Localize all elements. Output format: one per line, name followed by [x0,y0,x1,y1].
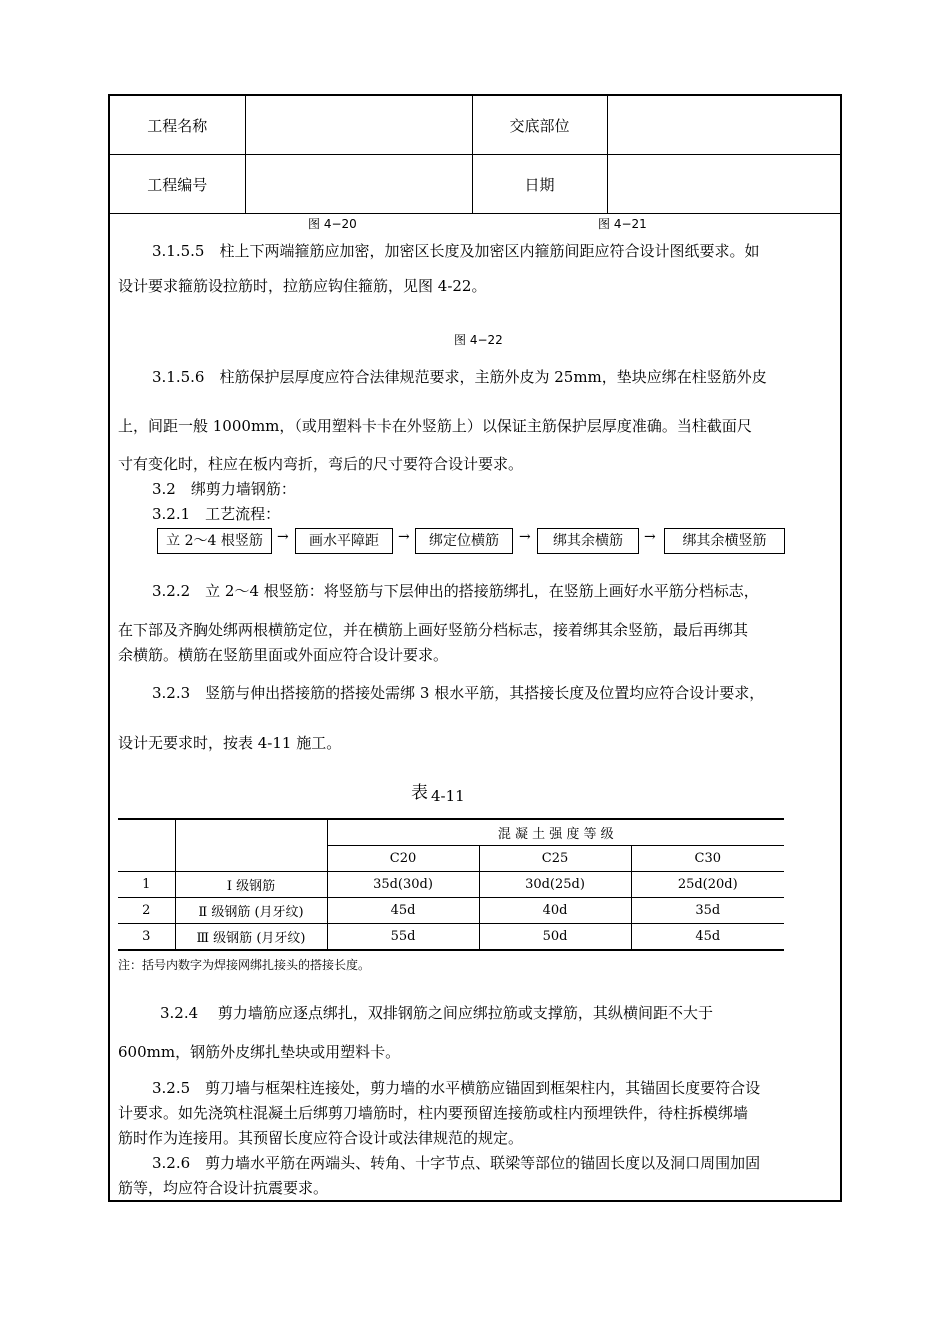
value-c25: 40d [479,898,631,924]
paragraph-3156-line2: 上，间距一般 1000mm，（或用塑料卡卡在外竖筋上）以保证主筋保护层厚度准确。当柱截面尺 [118,417,752,435]
paragraph-325-line3: 筋时作为连接用。其预留长度应符合设计或法律规范的规定。 [118,1129,524,1147]
lap-length-table [118,818,784,951]
table-corner-no [118,819,175,872]
value-c30: 25d(20d) [631,872,784,898]
paragraph-3155-line2: 设计要求箍筋设拉筋时，拉筋应钩住箍筋，见图 4-22。 [118,277,487,295]
project-name-value [245,96,472,155]
figure-caption-4-22: 图 4−22 [454,333,503,347]
paragraph-324-line1: 3.2.4 剪力墙筋应逐点绑扎，双排钢筋之间应绑拉筋或支撑筋，其纵横间距不大于 [160,1004,713,1022]
flow-step-3: 绑定位横筋 [415,528,513,554]
grade-c30-header: C30 [631,846,784,872]
paragraph-325-line2: 计要求。如先浇筑柱混凝土后绑剪刀墙筋时，柱内要预留连接筋或柱内预埋铁件，待柱拆模绑墙 [118,1104,749,1122]
paragraph-322-line1: 3.2.2 立 2～4 根竖筋：将竖筋与下层伸出的搭接筋绑扎，在竖筋上画好水平筋分档标志， [152,582,759,600]
section-3-2-heading: 3.2 绑剪力墙钢筋： [152,480,296,498]
grade-c20-header: C20 [327,846,479,872]
paragraph-3156-line1: 3.1.5.6 柱筋保护层厚度应符合法律规范要求，主筋外皮为 25mm，垫块应绑在柱竖筋外皮 [152,368,767,386]
table-note: 注：括号内数字为焊接网绑扎接头的搭接长度。 [118,958,371,972]
paragraph-325-line1: 3.2.5 剪刀墙与框架柱连接处，剪力墙的水平横筋应锚固到框架柱内，其锚固长度要符合设 [152,1079,761,1097]
grade-c25-header: C25 [479,846,631,872]
table-number: 4-11 [431,787,465,805]
value-c20: 45d [327,898,479,924]
row-number: 2 [118,898,175,924]
row-number: 1 [118,872,175,898]
flow-step-4: 绑其余横筋 [537,528,639,554]
table-corner-type [175,819,327,872]
rebar-type: Ⅱ 级钢筋 (月牙纹) [175,898,327,924]
location-label: 交底部位 [472,96,607,155]
table-row [118,924,784,951]
paragraph-326-line2: 筋等，均应符合设计抗震要求。 [118,1179,329,1197]
header-table [110,96,840,214]
value-c20: 55d [327,924,479,951]
paragraph-3155-line1: 3.1.5.5 柱上下两端箍筋应加密，加密区长度及加密区内箍筋间距应符合设计图纸要求。如 [152,242,760,260]
section-3-2-1-heading: 3.2.1 工艺流程： [152,505,281,523]
rebar-type: Ⅰ 级钢筋 [175,872,327,898]
project-name-label: 工程名称 [110,96,245,155]
figure-caption-4-21: 图 4−21 [598,217,647,231]
paragraph-324-line2: 600mm，钢筋外皮绑扎垫块或用塑料卡。 [118,1043,401,1061]
project-no-label: 工程编号 [110,155,245,214]
paragraph-322-line3: 余横筋。横筋在竖筋里面或外面应符合设计要求。 [118,646,449,664]
figure-caption-4-20: 图 4−20 [308,217,357,231]
value-c25: 50d [479,924,631,951]
date-value [607,155,840,214]
concrete-grade-header: 混 凝 土 强 度 等 级 [327,819,784,846]
value-c30: 45d [631,924,784,951]
flow-step-5: 绑其余横竖筋 [664,528,785,554]
flow-arrow-3: → [519,529,531,545]
value-c20: 35d(30d) [327,872,479,898]
value-c25: 30d(25d) [479,872,631,898]
paragraph-322-line2: 在下部及齐胸处绑两根横筋定位，并在横筋上画好竖筋分档标志，接着绑其余竖筋，最后再绑其 [118,621,749,639]
table-title: 表 [411,783,428,803]
paragraph-326-line1: 3.2.6 剪力墙水平筋在两端头、转角、十字节点、联梁等部位的锚固长度以及洞口周围加固 [152,1154,761,1172]
table-row [118,898,784,924]
table-row [118,872,784,898]
project-no-value [245,155,472,214]
flow-step-1: 立 2～4 根竖筋 [157,528,272,554]
flow-step-2: 画水平障距 [295,528,393,554]
flow-arrow-1: → [277,529,289,545]
paragraph-323-line1: 3.2.3 竖筋与伸出搭接筋的搭接处需绑 3 根水平筋，其搭接长度及位置均应符合设计要求， [152,684,765,702]
paragraph-3156-line3: 寸有变化时，柱应在板内弯折，弯后的尺寸要符合设计要求。 [118,455,524,473]
row-number: 3 [118,924,175,951]
location-value [607,96,840,155]
flow-arrow-2: → [398,529,410,545]
rebar-type: Ⅲ 级钢筋 (月牙纹) [175,924,327,951]
value-c30: 35d [631,898,784,924]
flow-arrow-4: → [644,529,656,545]
date-label: 日期 [472,155,607,214]
paragraph-323-line2: 设计无要求时，按表 4-11 施工。 [118,734,342,752]
